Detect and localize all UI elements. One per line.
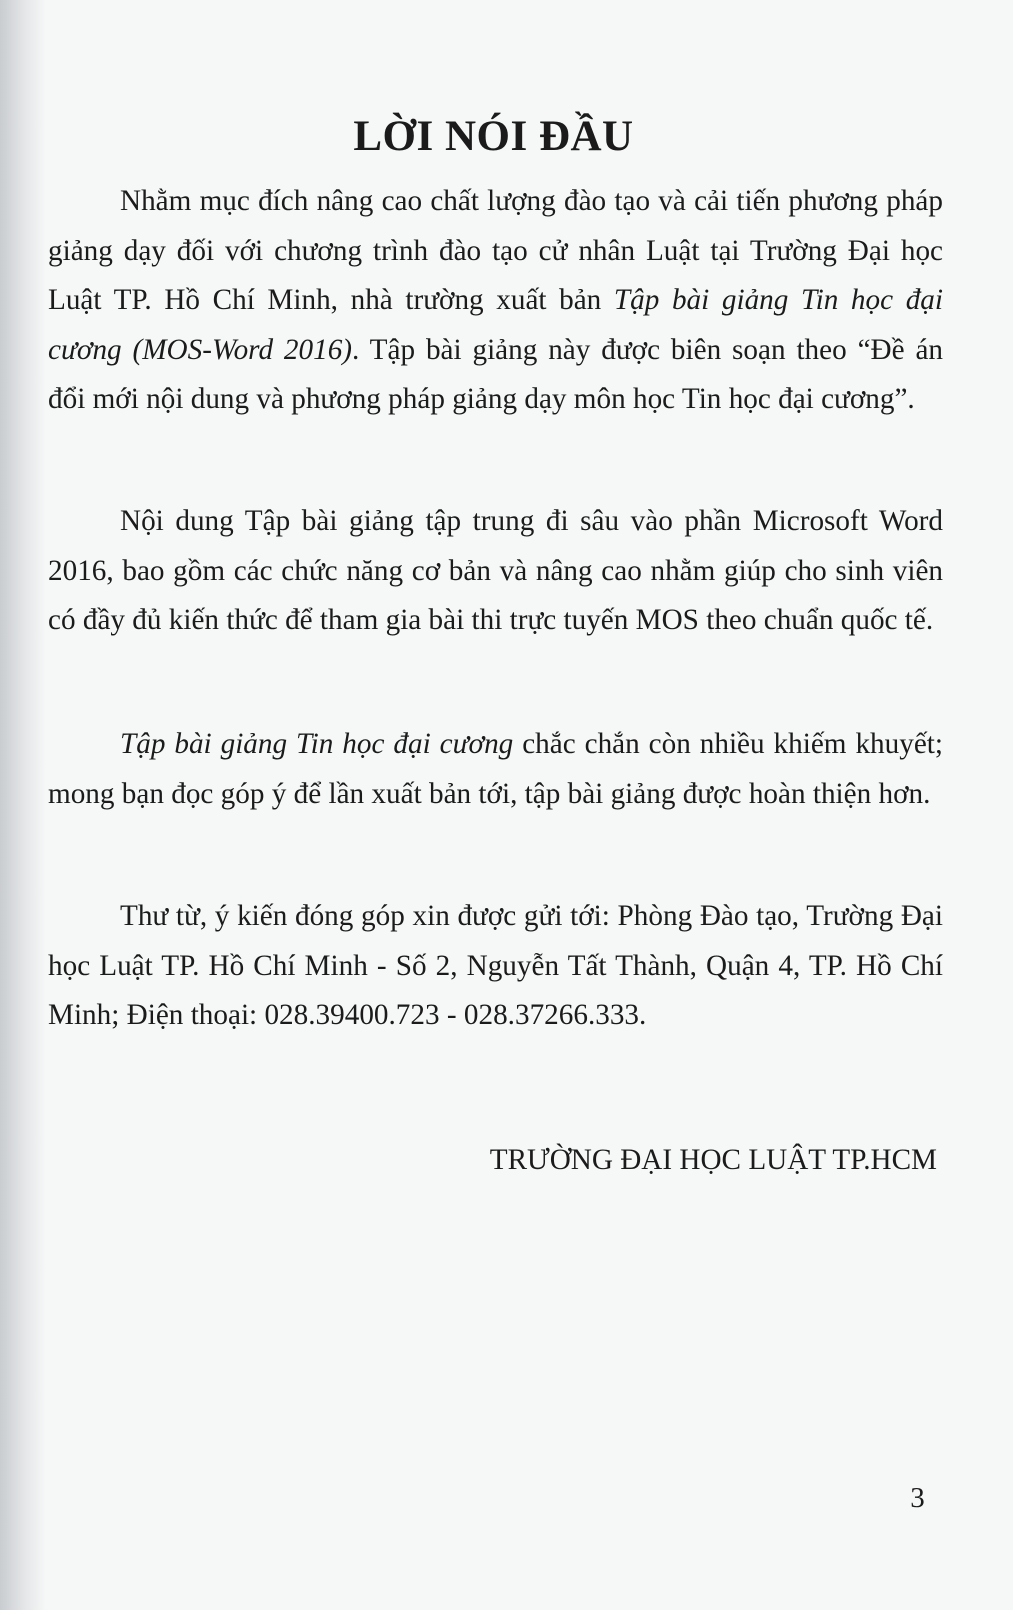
book-title-short: Tập bài giảng Tin học đại cương [120, 728, 514, 760]
book-title-full: Tập bài giảng Tin học đại cương (MOS-Word 2016) [48, 284, 943, 366]
paragraph-content: Nội dung Tập bài giảng tập trung đi sâu vào phần Microsoft Word 2016, bao gồm các chức năng cơ bản và nâng cao nhằm giúp cho sinh viên có đầy đủ kiến thức để tham gia bài thi trực tuyến MOS theo chuẩn quốc tế. [48, 505, 943, 636]
paragraph-purpose-intro: Nhằm mục đích nâng cao chất lượng đào tạo và cải tiến phương pháp giảng dạy đối với chương trình đào tạo cử nhân Luật tại Trường Đại học Luật TP. Hồ Chí Minh, nhà trường xuất bản [48, 185, 943, 316]
page-number: 3 [910, 1482, 925, 1514]
paragraph-purpose [48, 177, 943, 425]
page-title: LỜI NÓI ĐẦU [353, 113, 634, 160]
paragraph-feedback [48, 720, 943, 819]
page-edge-shadow [0, 0, 46, 1610]
paragraph-feedback-text: chắc chắn còn nhiều khiếm khuyết; mong bạn đọc góp ý để lần xuất bản tới, tập bài giảng được hoàn thiện hơn. [48, 728, 943, 810]
signature-block: TRƯỜNG ĐẠI HỌC LUẬT TP.HCM [489, 1144, 937, 1176]
paragraph-purpose-end: . Tập bài giảng này được biên soạn theo “Đề án đổi mới nội dung và phương pháp giảng dạy môn học Tin học đại cương”. [48, 333, 943, 415]
paragraph-contact: Thư từ, ý kiến đóng góp xin được gửi tới: Phòng Đào tạo, Trường Đại học Luật TP. Hồ Chí Minh - Số 2, Nguyễn Tất Thành, Quận 4, TP. Hồ Chí Minh; Điện thoại: 028.39400.723 - 028.37266.333. [48, 900, 943, 1031]
